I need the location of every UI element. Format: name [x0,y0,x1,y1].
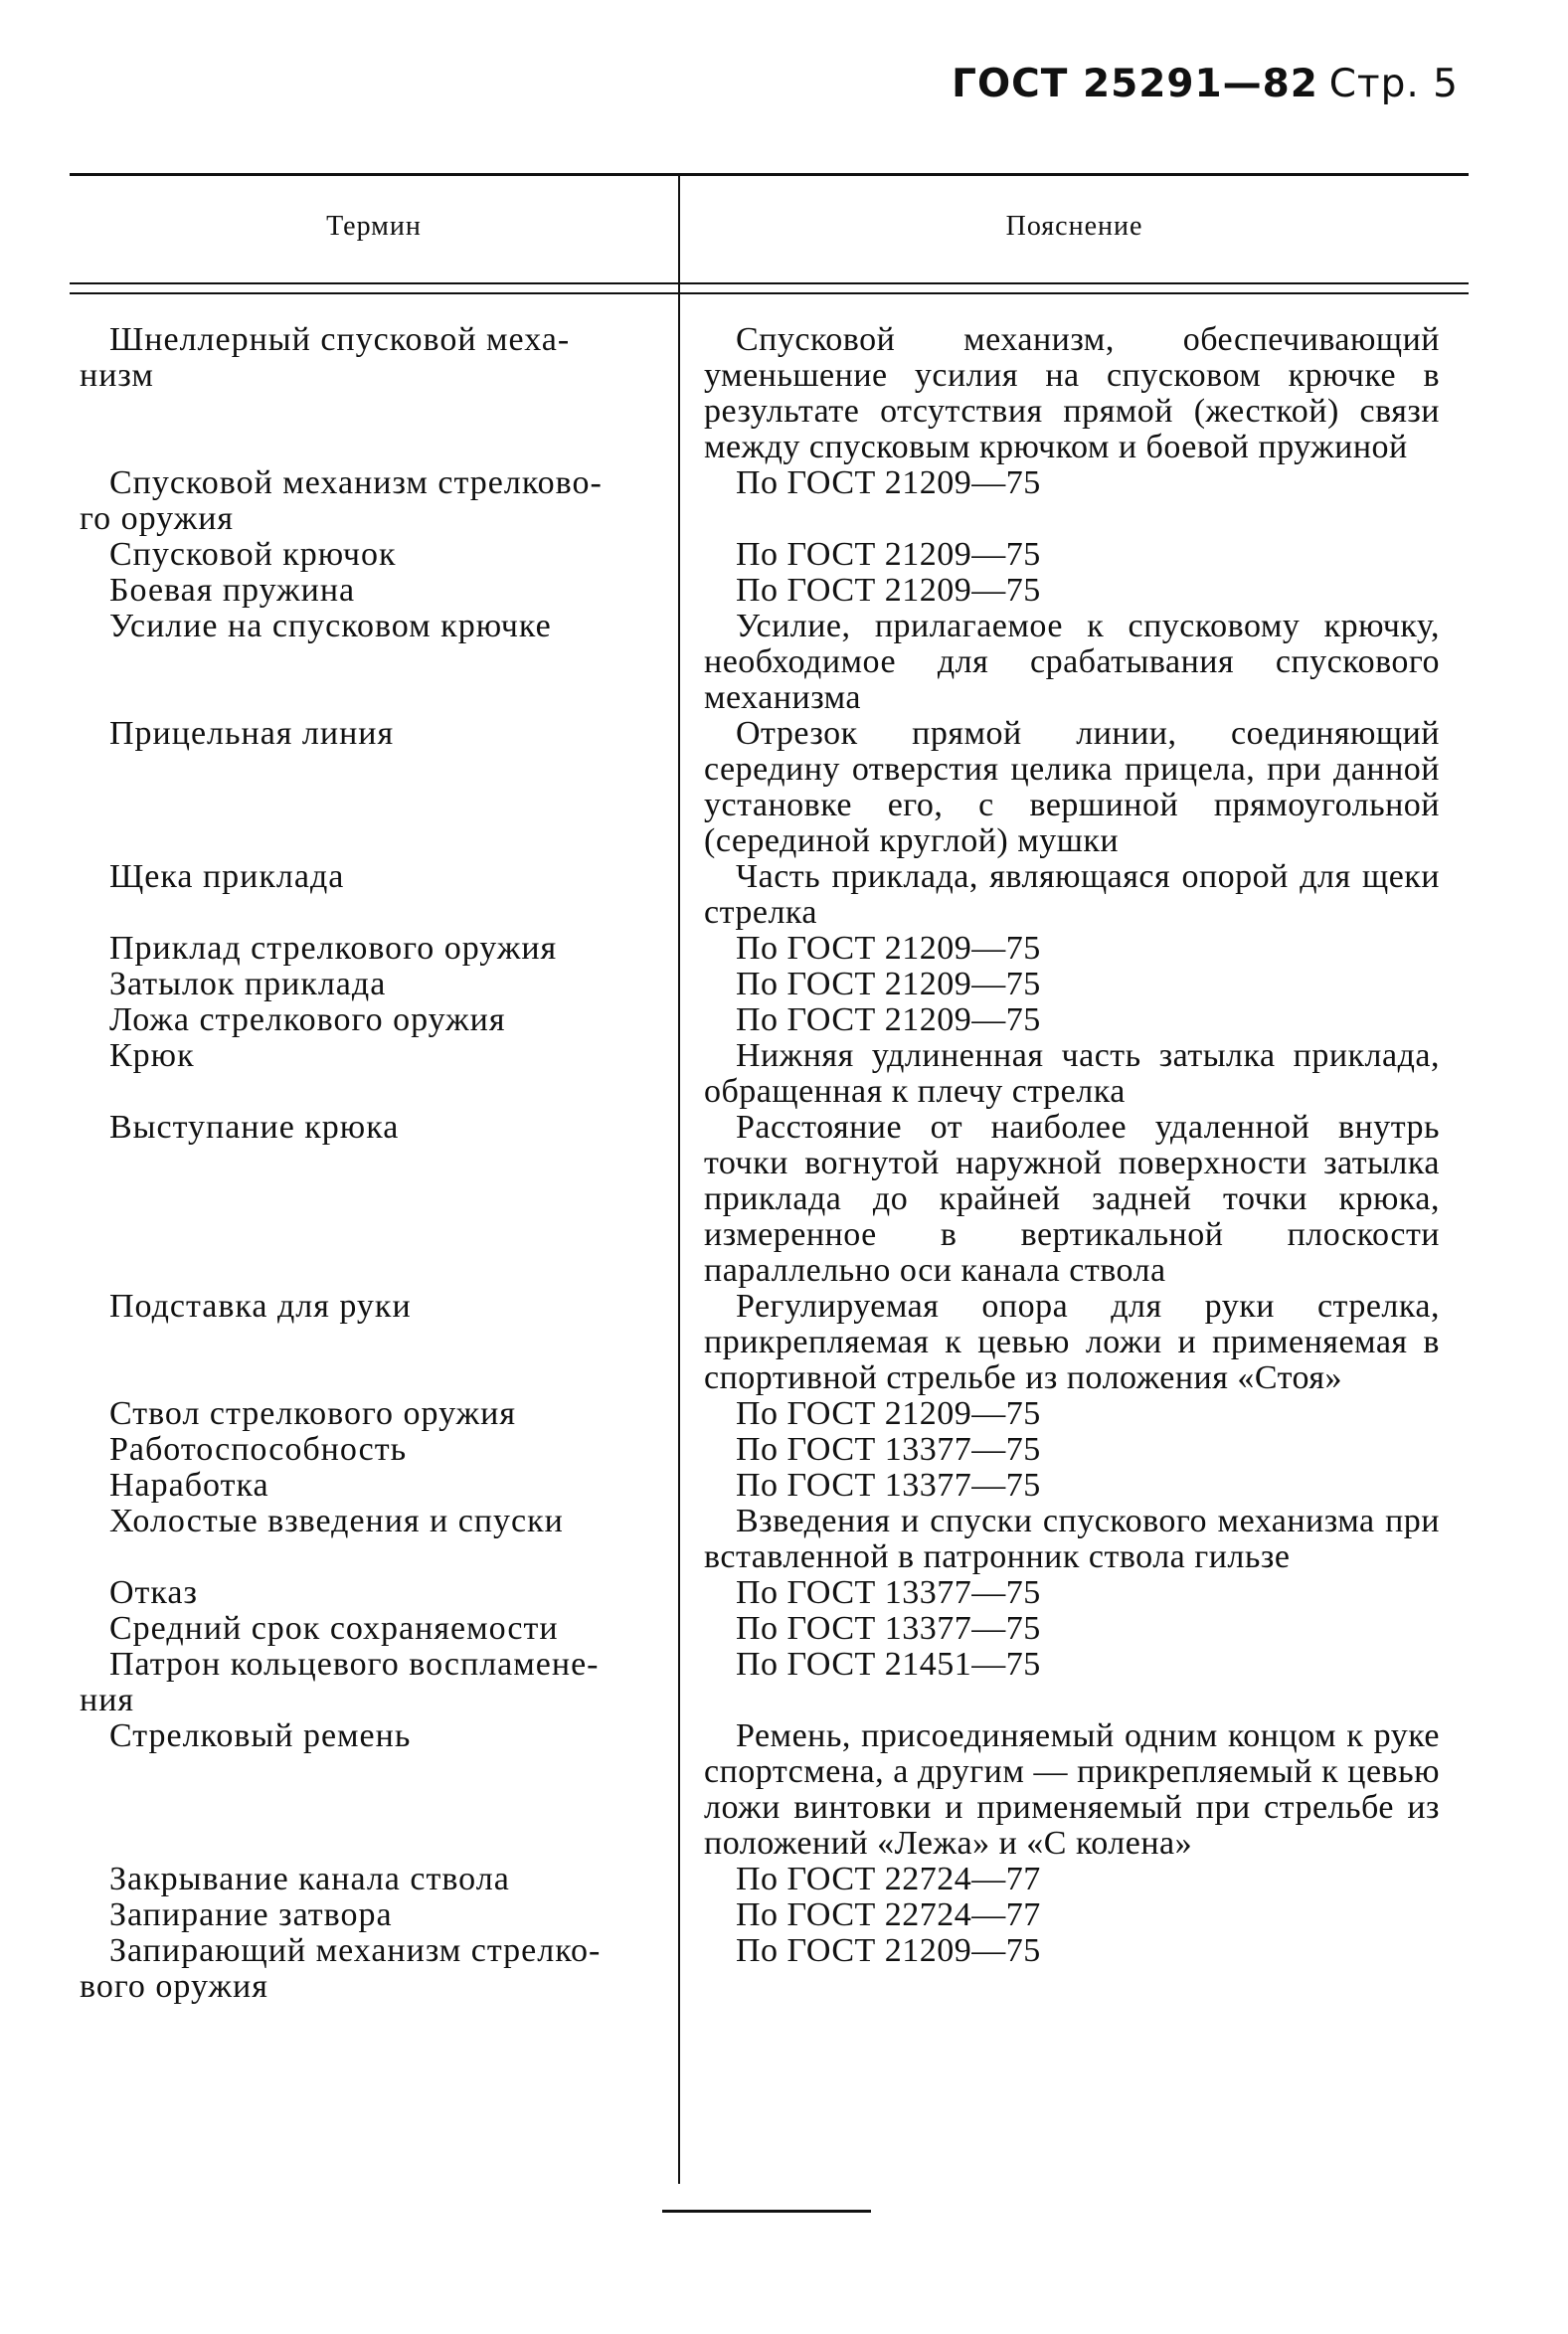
term-cell: Запирающий механизм стрелко- вого оружия [80,1932,602,2005]
column-header-term: Термин [326,211,422,242]
term-cell: Средний срок сохраняемости [109,1610,559,1647]
term-cell: Щека приклада [109,858,345,895]
footer-rule [662,2210,871,2213]
term-cell: Холостые взведения и спуски [109,1503,564,1539]
explanation-cell: По ГОСТ 21209—75 [736,1395,1041,1432]
page-header [952,62,1459,106]
explanation-cell: По ГОСТ 21209—75 [736,930,1041,967]
term-cell: Ствол стрелкового оружия [109,1395,516,1432]
term-cell: Отказ [109,1574,198,1611]
table-top-rule [70,173,1469,176]
explanation-cell: Нижняя удлиненная часть затылка приклада, обращенная к плечу стрелка [704,1037,1440,1110]
term-cell: Патрон кольцевого воспламене- ния [80,1646,600,1718]
table-row [70,1647,1469,1718]
term-cell: Прицельная линия [109,715,395,752]
explanation-cell: По ГОСТ 21209—75 [736,966,1041,1002]
term-cell: Наработка [109,1467,269,1504]
table-row [70,573,1469,609]
column-header-explanation: Пояснение [1005,211,1143,242]
explanation-cell: По ГОСТ 13377—75 [736,1610,1041,1647]
table-row [70,1110,1469,1289]
term-cell: Стрелковый ремень [109,1717,412,1754]
explanation-cell: Расстояние от наиболее удаленной внутрь точки вогнутой наружной поверхности затылка приклада до крайней задней точки крюка, измеренное в вертикальной плоскости параллельно оси канала ствола [704,1109,1440,1289]
terms-table-body [70,322,1469,2005]
term-cell: Работоспособность [109,1431,408,1468]
term-cell: Приклад стрелкового оружия [109,930,558,967]
table-row [70,1897,1469,1933]
term-cell: Затылок приклада [109,966,387,1002]
explanation-cell: По ГОСТ 21209—75 [736,536,1041,573]
explanation-cell: По ГОСТ 13377—75 [736,1467,1041,1504]
term-cell: Шнеллерный спусковой меха- низм [80,321,571,394]
table-row [70,1038,1469,1110]
header-rule-2 [70,292,1469,294]
table-row [70,716,1469,859]
term-cell: Ложа стрелкового оружия [109,1001,506,1038]
table-row [70,1468,1469,1504]
table-row [70,1718,1469,1862]
explanation-cell: Часть приклада, являющаяся опорой для щеки стрелка [704,858,1440,931]
explanation-cell: По ГОСТ 13377—75 [736,1574,1041,1611]
explanation-cell: Регулируемая опора для руки стрелка, прикрепляемая к цевью ложи и применяемая в спортивной стрельбе из положения «Стоя» [704,1288,1440,1396]
table-row [70,1933,1469,2005]
header-rule-1 [70,282,1469,284]
term-cell: Подставка для руки [109,1288,412,1325]
term-cell: Спусковой крючок [109,536,397,573]
term-cell: Закрывание канала ствола [109,1861,510,1897]
explanation-cell: По ГОСТ 22724—77 [736,1896,1041,1933]
explanation-cell: Ремень, присоединяемый одним концом к руке спортсмена, а другим — прикрепляемый к цевью ложи винтовки и применяемый при стрельбе из положений «Лежа» и «С колена» [704,1717,1440,1862]
term-cell: Спусковой механизм стрелково- го оружия [80,464,603,537]
explanation-cell: Отрезок прямой линии, соединяющий середину отверстия целика прицела, при данной установке его, с вершиной прямоугольной (серединой круглой) мушки [704,715,1440,859]
term-cell: Боевая пружина [109,572,356,609]
table-row [70,931,1469,967]
table-row [70,322,1469,465]
explanation-cell: По ГОСТ 21209—75 [736,464,1041,501]
explanation-cell: По ГОСТ 21451—75 [736,1646,1041,1683]
term-cell: Запирание затвора [109,1896,393,1933]
explanation-cell: По ГОСТ 21209—75 [736,1001,1041,1038]
table-row [70,1432,1469,1468]
table-row [70,1611,1469,1647]
term-cell: Усилие на спусковом крючке [109,608,552,644]
explanation-cell: По ГОСТ 21209—75 [736,1932,1041,1969]
table-row [70,1862,1469,1897]
table-row [70,465,1469,537]
table-row [70,1289,1469,1396]
table-row [70,967,1469,1002]
table-row [70,859,1469,931]
table-row [70,1575,1469,1611]
explanation-cell: По ГОСТ 22724—77 [736,1861,1041,1897]
explanation-cell: Спусковой механизм, обеспечивающий уменьшение усилия на спусковом крючке в результате отсутствия прямой (жесткой) связи между спусковым крючком и боевой пружиной [704,321,1440,465]
explanation-cell: По ГОСТ 21209—75 [736,572,1041,609]
standard-number: ГОСТ 25291—82 [952,62,1318,106]
explanation-cell: По ГОСТ 13377—75 [736,1431,1041,1468]
term-cell: Крюк [109,1037,195,1074]
page-number: Стр. 5 [1328,62,1459,106]
term-cell: Выступание крюка [109,1109,400,1146]
explanation-cell: Усилие, прилагаемое к спусковому крючку, необходимое для срабатывания спускового механизма [704,608,1440,716]
table-row [70,1504,1469,1575]
table-row [70,1002,1469,1038]
table-row [70,537,1469,573]
table-row [70,609,1469,716]
explanation-cell: Взведения и спуски спускового механизма при вставленной в патронник ствола гильзе [704,1503,1440,1575]
table-row [70,1396,1469,1432]
